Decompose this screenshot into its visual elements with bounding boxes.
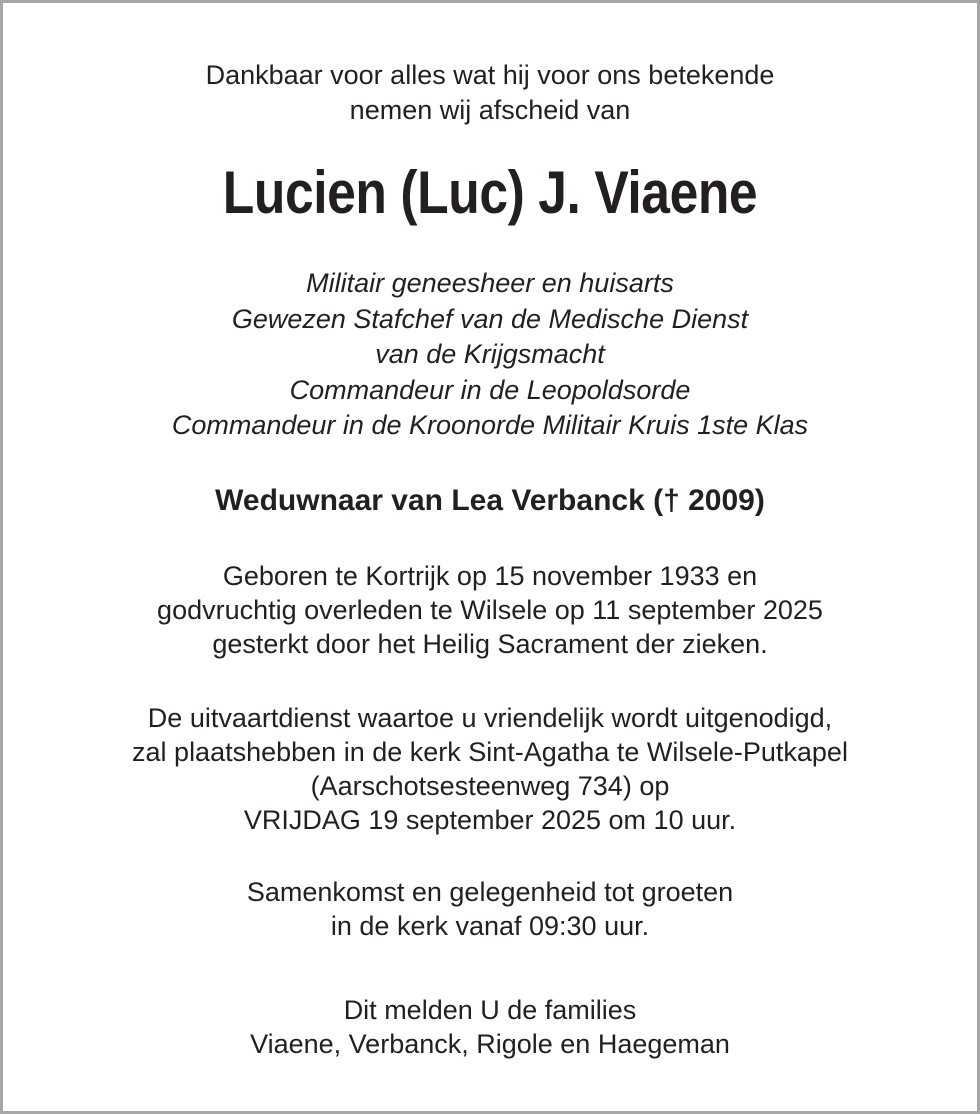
title-line: van de Krijgsmacht — [375, 339, 605, 369]
funeral-service-details — [3, 701, 977, 837]
widower-line: Weduwnaar van Lea Verbanck († 2009) — [215, 484, 765, 517]
families-announcement — [3, 993, 977, 1061]
families-line: Dit melden U de families — [343, 995, 637, 1025]
gathering-line: Samenkomst en gelegenheid tot groeten — [246, 877, 734, 907]
service-line: De uitvaartdienst waartoe u vriendelijk wordt uitgenodigd, — [147, 703, 833, 733]
gathering-line: in de kerk vanaf 09:30 uur. — [330, 911, 650, 941]
deceased-name: Lucien (Luc) J. Viaene — [222, 159, 758, 226]
intro-line: nemen wij afscheid van — [349, 95, 631, 125]
professional-titles — [3, 266, 977, 444]
title-line: Commandeur in de Kroonorde Militair Kruis 1ste Klas — [171, 410, 809, 440]
title-line: Commandeur in de Leopoldsorde — [289, 374, 691, 405]
intro-line: Dankbaar voor alles wat hij voor ons betekende — [205, 60, 775, 90]
birth-death-line: gesterkt door het Heilig Sacrament der zieken. — [212, 629, 768, 659]
birth-death-details — [3, 559, 977, 661]
service-line: VRIJDAG 19 september 2025 om 10 uur. — [243, 805, 737, 835]
title-line: Gewezen Stafchef van de Medische Dienst — [231, 303, 749, 334]
gathering-details — [3, 875, 977, 943]
title-line: Militair geneesheer en huisarts — [306, 268, 674, 298]
birth-death-line: Geboren te Kortrijk op 15 november 1933 en — [222, 561, 758, 591]
families-line: Viaene, Verbanck, Rigole en Haegeman — [250, 1029, 730, 1059]
service-line: zal plaatshebben in de kerk Sint-Agatha te Wilsele-Putkapel — [132, 737, 848, 767]
intro-text — [3, 58, 977, 128]
birth-death-line: godvruchtig overleden te Wilsele op 11 september 2025 — [157, 595, 823, 625]
service-line: (Aarschotsesteenweg 734) op — [310, 771, 670, 801]
